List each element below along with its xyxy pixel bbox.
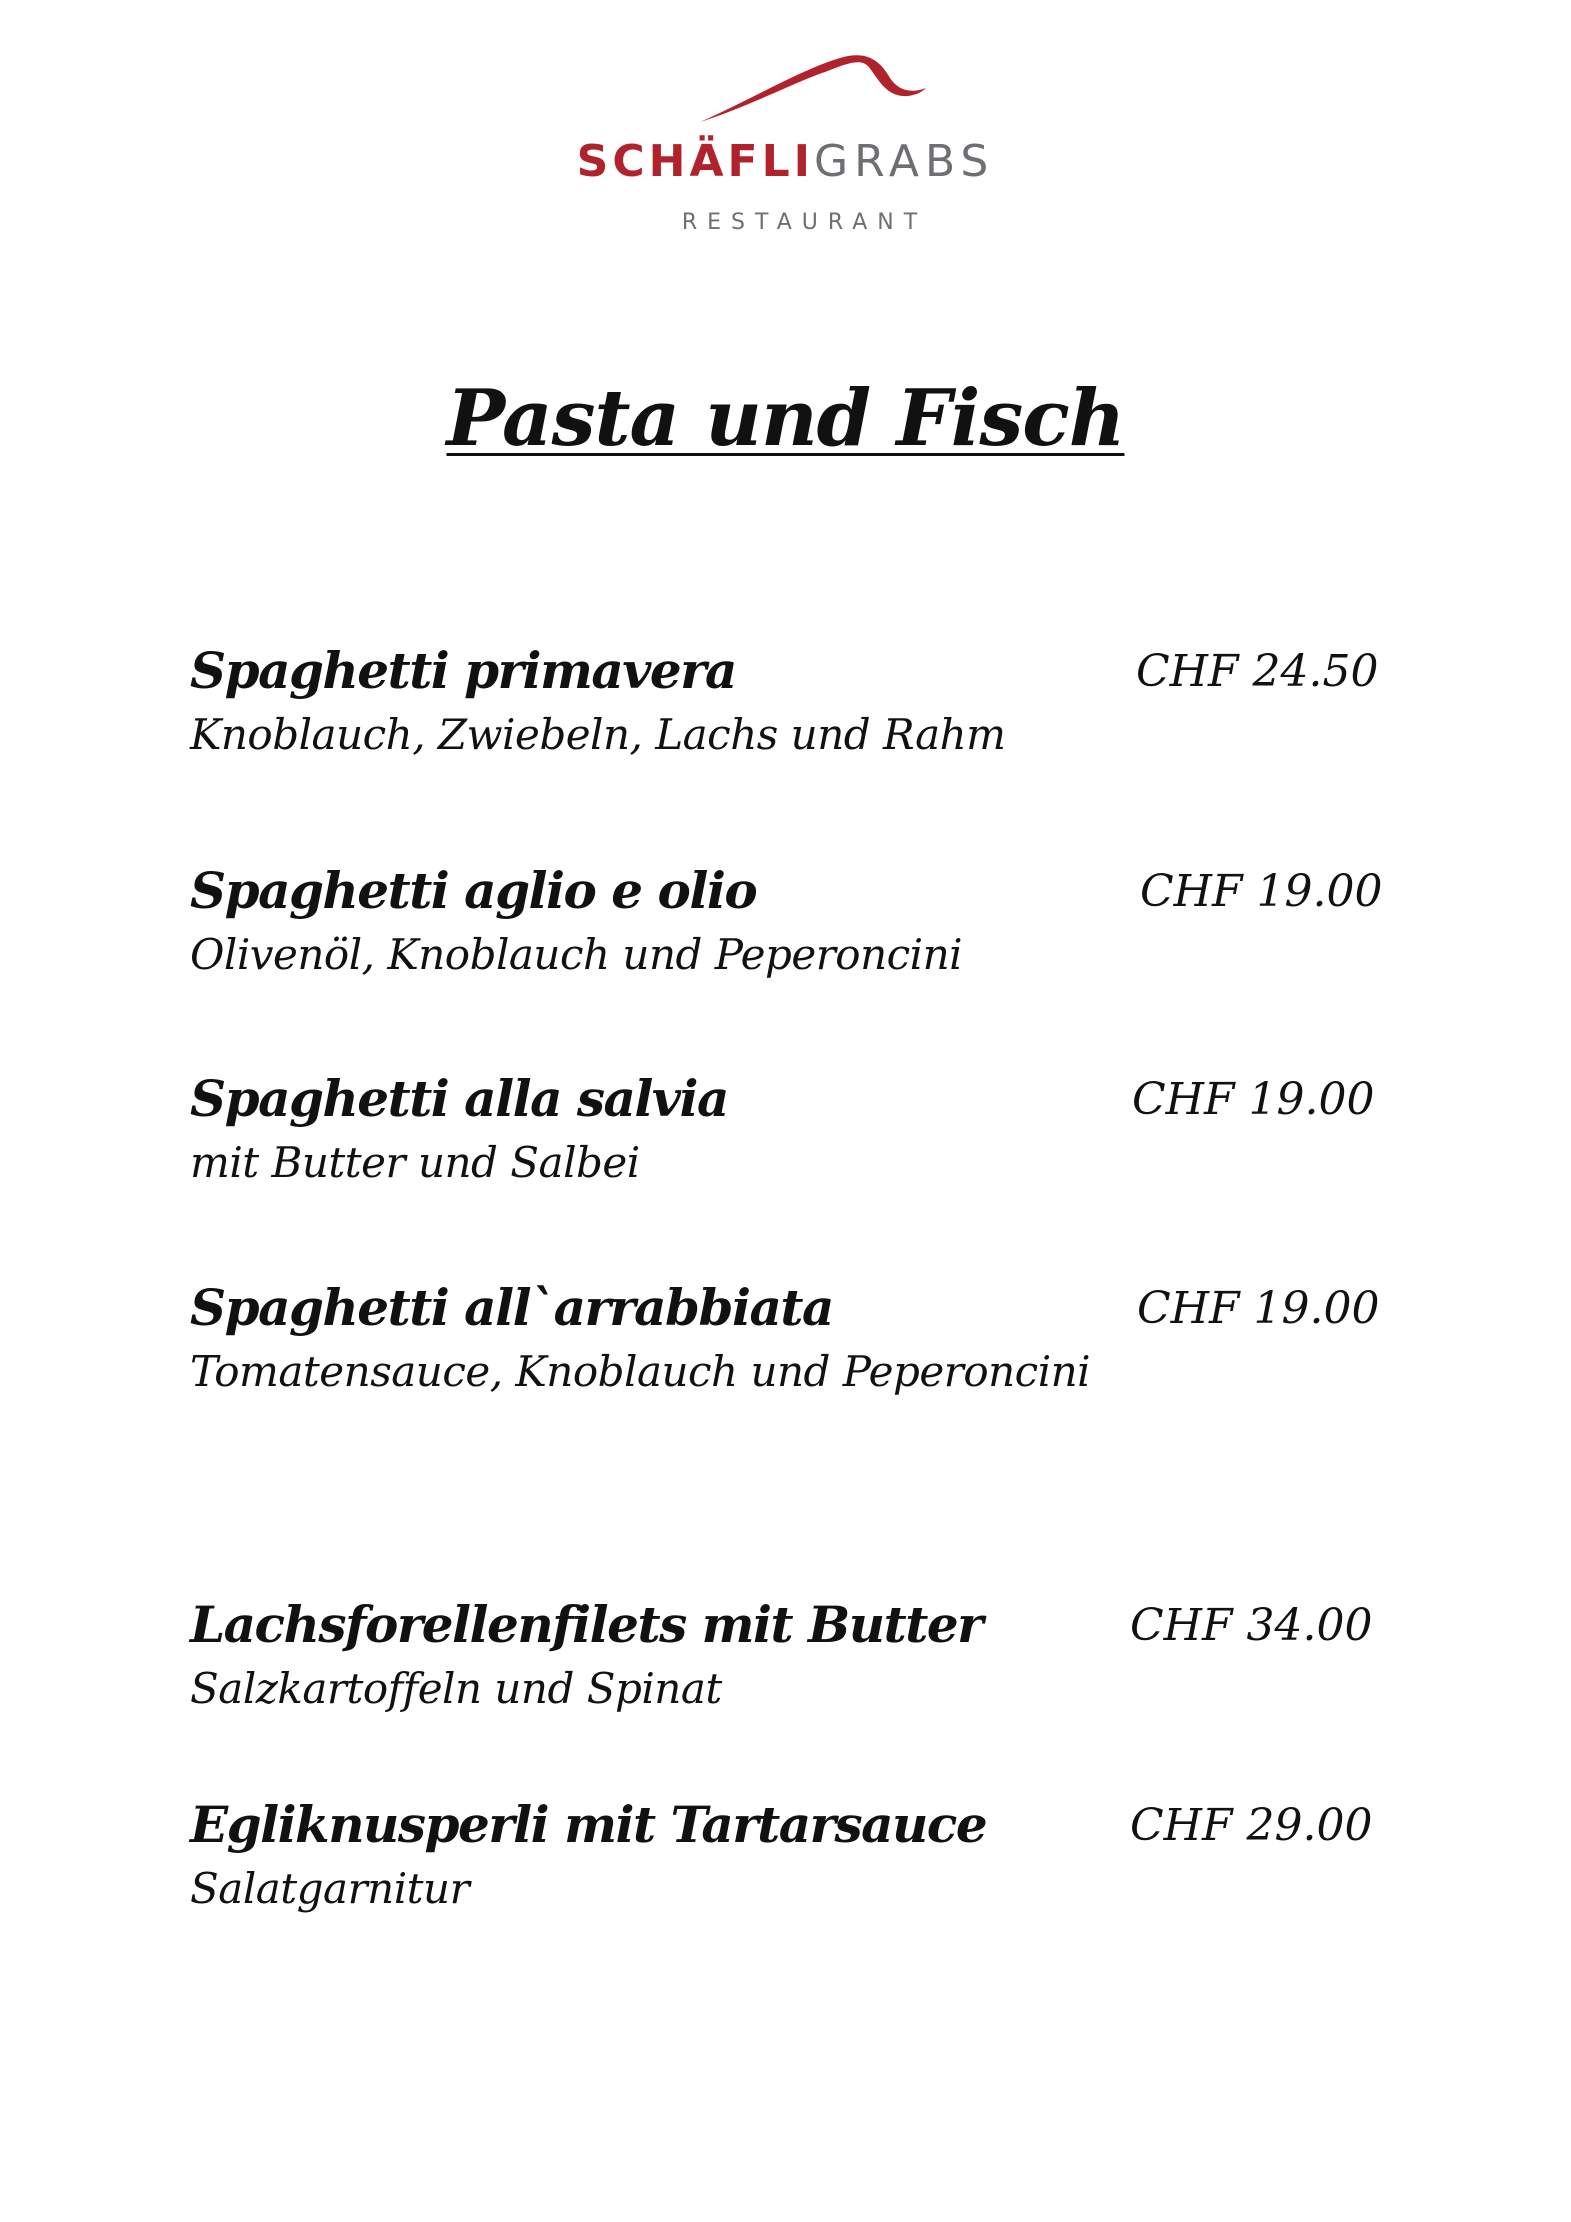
menu-item-description: Knoblauch, Zwiebeln, Lachs und Rahm	[190, 710, 1006, 759]
logo-wordmark	[0, 136, 1571, 187]
menu-item-price: CHF 19.00	[1140, 866, 1383, 917]
menu-item-price: CHF 34.00	[1130, 1600, 1373, 1651]
menu-item-description: mit Butter und Salbei	[190, 1138, 640, 1187]
menu-item	[190, 1278, 1380, 1423]
menu-item	[190, 1795, 1373, 1940]
page-title-text: Pasta und Fisch	[446, 373, 1125, 464]
menu-item-name: Spaghetti primavera	[190, 641, 736, 700]
menu-item-name: Egliknusperli mit Tartarsauce	[190, 1795, 987, 1854]
menu-item-price: CHF 19.00	[1137, 1283, 1380, 1334]
menu-item-name: Spaghetti all`arrabbiata	[190, 1278, 833, 1337]
menu-item	[190, 1595, 1373, 1740]
logo-swoosh-icon	[690, 50, 930, 130]
menu-item	[190, 861, 1383, 1006]
menu-item-description: Salatgarnitur	[190, 1864, 470, 1913]
menu-item-name: Lachsforellenfilets mit Butter	[190, 1595, 982, 1654]
logo-name-part2: GRABS	[814, 136, 995, 187]
menu-item	[190, 641, 1379, 786]
logo-name-part1: SCHÄFLI	[576, 136, 814, 187]
logo-subtitle: RESTAURANT	[681, 210, 928, 235]
menu-item-price: CHF 24.50	[1136, 646, 1379, 697]
menu-item-description: Tomatensauce, Knoblauch und Peperoncini	[190, 1347, 1091, 1396]
menu-item-description: Olivenöl, Knoblauch und Peperoncini	[190, 930, 963, 979]
menu-item	[190, 1069, 1375, 1214]
menu-item-description: Salzkartoffeln und Spinat	[190, 1664, 722, 1713]
menu-item-name: Spaghetti alla salvia	[190, 1069, 728, 1128]
menu-item-name: Spaghetti aglio e olio	[190, 861, 757, 920]
menu-item-price: CHF 29.00	[1130, 1800, 1373, 1851]
menu-item-price: CHF 19.00	[1132, 1074, 1375, 1125]
page-title	[0, 373, 1571, 464]
restaurant-logo	[0, 40, 1571, 250]
